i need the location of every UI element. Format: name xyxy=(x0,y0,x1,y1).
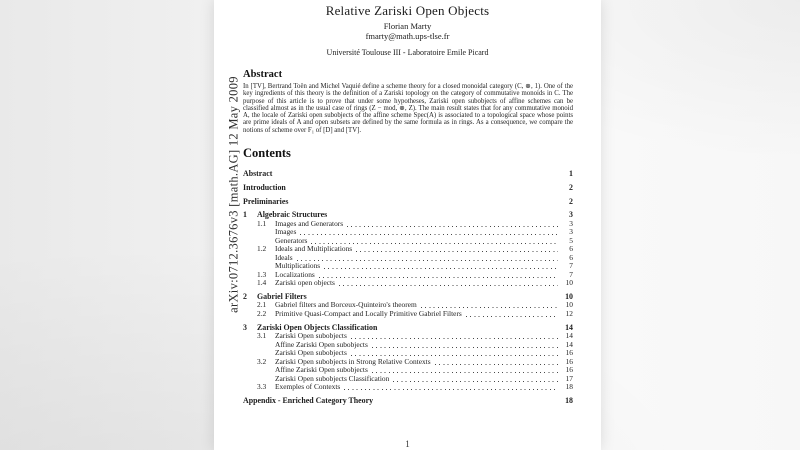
toc-entry-page: 2 xyxy=(569,182,573,192)
toc-entry-title: Zariski Open subobjects in Strong Relative Contexts xyxy=(275,356,431,366)
toc-dot-leader xyxy=(339,285,558,286)
toc-entry-page: 3 xyxy=(569,218,573,228)
toc-entry-page: 3 xyxy=(569,227,573,237)
toc-entry-number: 2.1 xyxy=(257,300,267,310)
toc-dot-leader xyxy=(351,355,558,356)
abstract-heading: Abstract xyxy=(243,69,283,80)
toc-entry-title: Exemples of Contexts xyxy=(275,382,341,392)
abstract-text: In [TV], Bertrand Toën and Michel Vaquié define a scheme theory for a closed monoidal category (C, ⊗, 1). One of the key ingredients of this theory is the definition of a Zariski topology on the category of commutative monoids in C. The purpose of this article is to prove that under some hypotheses, Zariski open subobjects of affine schemes can be classified almost as in the usual case of rings (Z − mod, ⊗, Z). The main result states that for any commutative monoid A, the locale of Zariski open subobjects of the affine scheme Spec(A) is associated to a topological space whose points are prime ideals of A and open subsets are defined by the same formula as in rings. As a consequence, we compare the notions of scheme over F₁ of [D] and [TV]. xyxy=(243,83,573,134)
toc-entry-number: 1.1 xyxy=(257,218,267,228)
toc-entry[interactable] xyxy=(243,396,573,406)
toc-entry-number: 3 xyxy=(243,322,247,332)
toc-entry-title: Zariski Open subobjects xyxy=(275,348,347,358)
toc-entry-title: Appendix - Enriched Category Theory xyxy=(243,395,374,405)
paper-title: Relative Zariski Open Objects xyxy=(325,3,490,18)
toc-dot-leader xyxy=(356,251,558,252)
toc-entry-page: 7 xyxy=(569,269,573,279)
toc-dot-leader xyxy=(347,226,558,227)
author-affiliation: Université Toulouse III - Laboratoire Emile Picard xyxy=(326,48,489,57)
toc-entry-title: Affine Zariski Open subobjects xyxy=(275,339,368,349)
toc-entry-page: 1 xyxy=(569,169,573,179)
toc-entry-page: 6 xyxy=(569,252,573,262)
toc-dot-leader xyxy=(372,372,558,373)
toc-entry-page: 3 xyxy=(569,210,573,220)
toc-entry-number: 1 xyxy=(243,210,247,220)
toc-entry-title: Affine Zariski Open subobjects xyxy=(275,365,368,375)
toc-entry-page: 16 xyxy=(565,356,573,366)
toc-dot-leader xyxy=(300,234,558,235)
toc-dot-leader xyxy=(297,260,558,261)
toc-entry[interactable] xyxy=(243,383,573,392)
toc-entry-title: Zariski open objects xyxy=(275,278,335,288)
toc-entry-number: 3.2 xyxy=(257,356,267,366)
toc-entry[interactable] xyxy=(243,197,573,207)
toc-entry-title: Generators xyxy=(275,235,308,245)
toc-entry-title: Ideals xyxy=(275,252,293,262)
author-email: fmarty@math.ups-tlse.fr xyxy=(365,31,450,41)
toc-entry-number: 1.3 xyxy=(257,269,267,279)
toc-entry-page: 16 xyxy=(565,365,573,375)
toc-entry-page: 16 xyxy=(565,348,573,358)
toc-entry-title: Abstract xyxy=(243,169,273,179)
toc-entry-page: 17 xyxy=(565,373,573,383)
toc-entry-title: Zariski Open Objects Classification xyxy=(257,322,378,332)
page-number: 1 xyxy=(405,439,410,449)
toc-entry-page: 2 xyxy=(569,196,573,206)
toc-entry-page: 10 xyxy=(565,300,573,310)
arxiv-watermark: arXiv:0712.3676v3 [math.AG] 12 May 2009 xyxy=(226,76,241,313)
toc-entry-page: 10 xyxy=(565,278,573,288)
toc-entry-title: Ideals and Multiplications xyxy=(275,244,353,254)
author-name: Florian Marty xyxy=(383,21,432,31)
toc-entry[interactable] xyxy=(243,310,573,319)
toc-dot-leader xyxy=(351,338,558,339)
toc-dot-leader xyxy=(393,381,558,382)
toc-entry-page: 12 xyxy=(565,308,573,318)
toc-entry-number: 2 xyxy=(243,291,247,301)
toc-dot-leader xyxy=(372,347,558,348)
toc-dot-leader xyxy=(466,316,558,317)
toc-entry[interactable] xyxy=(243,169,573,179)
toc-dot-leader xyxy=(344,389,558,390)
toc-entry-title: Images xyxy=(275,227,297,237)
toc-entry-title: Introduction xyxy=(243,182,286,192)
toc-entry-title: Primitive Quasi-Compact and Locally Primitive Gabriel Filters xyxy=(275,308,462,318)
toc-entry-page: 14 xyxy=(565,339,573,349)
toc-dot-leader xyxy=(319,277,558,278)
toc-entry-number: 3.1 xyxy=(257,331,267,341)
toc-entry[interactable] xyxy=(243,279,573,288)
toc-entry-title: Localizations xyxy=(275,269,315,279)
toc-dot-leader xyxy=(435,364,558,365)
toc-entry-page: 18 xyxy=(565,395,573,405)
toc-entry-page: 14 xyxy=(565,322,573,332)
table-of-contents xyxy=(243,165,573,405)
toc-entry-title: Multiplications xyxy=(275,261,321,271)
toc-entry-title: Gabriel Filters xyxy=(257,291,307,301)
toc-entry-page: 18 xyxy=(565,382,573,392)
paper-page xyxy=(214,0,601,450)
toc-entry-page: 5 xyxy=(569,235,573,245)
toc-entry-page: 7 xyxy=(569,261,573,271)
toc-entry-page: 14 xyxy=(565,331,573,341)
toc-entry-page: 6 xyxy=(569,244,573,254)
toc-entry-title: Zariski Open subobjects xyxy=(275,331,347,341)
toc-entry-title: Images and Generators xyxy=(275,218,344,228)
toc-entry-page: 10 xyxy=(565,291,573,301)
toc-entry-number: 1.2 xyxy=(257,244,267,254)
toc-entry-title: Zariski Open subobjects Classification xyxy=(275,373,390,383)
toc-entry-title: Preliminaries xyxy=(243,196,289,206)
contents-heading: Contents xyxy=(243,146,291,160)
toc-entry-title: Gabriel filters and Borceux-Quinteiro's theorem xyxy=(275,300,417,310)
toc-entry-number: 1.4 xyxy=(257,278,267,288)
toc-entry-number: 3.3 xyxy=(257,382,267,392)
toc-dot-leader xyxy=(324,268,558,269)
toc-entry[interactable] xyxy=(243,183,573,193)
toc-entry-title: Algebraic Structures xyxy=(257,210,328,220)
toc-entry-number: 2.2 xyxy=(257,308,267,318)
